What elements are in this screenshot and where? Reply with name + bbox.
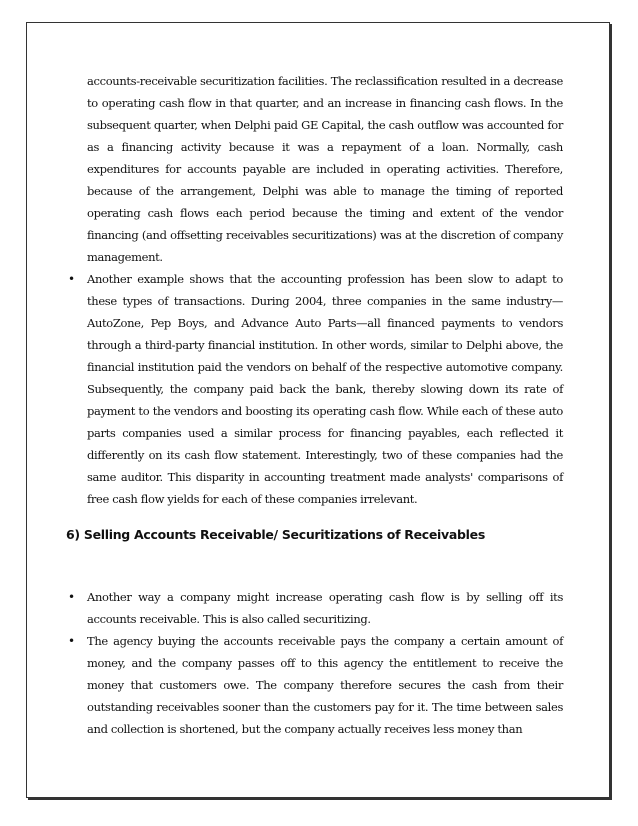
bullet-paragraph-agency: The agency buying the accounts receivable pays the company a certain amount of money, and the company passes off to this agency the entitlement to receive the money that customers owe. The company therefore secures the cash from their outstanding receivables sooner than the customers pay for it. The time between sales and collection is shortened, but the company actually receives less money than [87,634,563,736]
bullet-marker: • [68,634,76,648]
bullet-marker: • [68,272,76,286]
bullet-marker: • [68,590,76,604]
section-heading: 6) Selling Accounts Receivable/ Securitizations of Receivables [66,527,485,542]
bullet-paragraph-auto-parts: Another example shows that the accounting profession has been slow to adapt to these types of transactions. During 2004, three companies in the same industry—AutoZone, Pep Boys, and Advance Auto Parts—all financed payments to vendors through a third-party financial institution. In other words, similar to Delphi above, the financial institution paid the vendors on behalf of the respective automotive company. Subsequently, the company paid back the bank, thereby slowing down its rate of payment to the vendors and boosting its operating cash flow. While each of these auto parts companies used a similar process for financing payables, each reflected it differently on its cash flow statement. Interestingly, two of these companies had the same auditor. This disparity in accounting treatment made analysts' comparisons of free cash flow yields for each of these companies irrelevant. [87,272,563,506]
bullet-paragraph-selling-receivables: Another way a company might increase operating cash flow is by selling off its accounts receivable. This is also called securitizing. [87,590,563,626]
continuation-paragraph: accounts-receivable securitization facilities. The reclassification resulted in a decrease to operating cash flow in that quarter, and an increase in financing cash flows. In the subsequent quarter, when Delphi paid GE Capital, the cash outflow was accounted for as a financing activity because it was a repayment of a loan. Normally, cash expenditures for accounts payable are included in operating activities. Therefore, because of the arrangement, Delphi was able to manage the timing of reported operating cash flows each period because the timing and extent of the vendor financing (and offsetting receivables securitizations) was at the discretion of company management. [87,74,563,264]
